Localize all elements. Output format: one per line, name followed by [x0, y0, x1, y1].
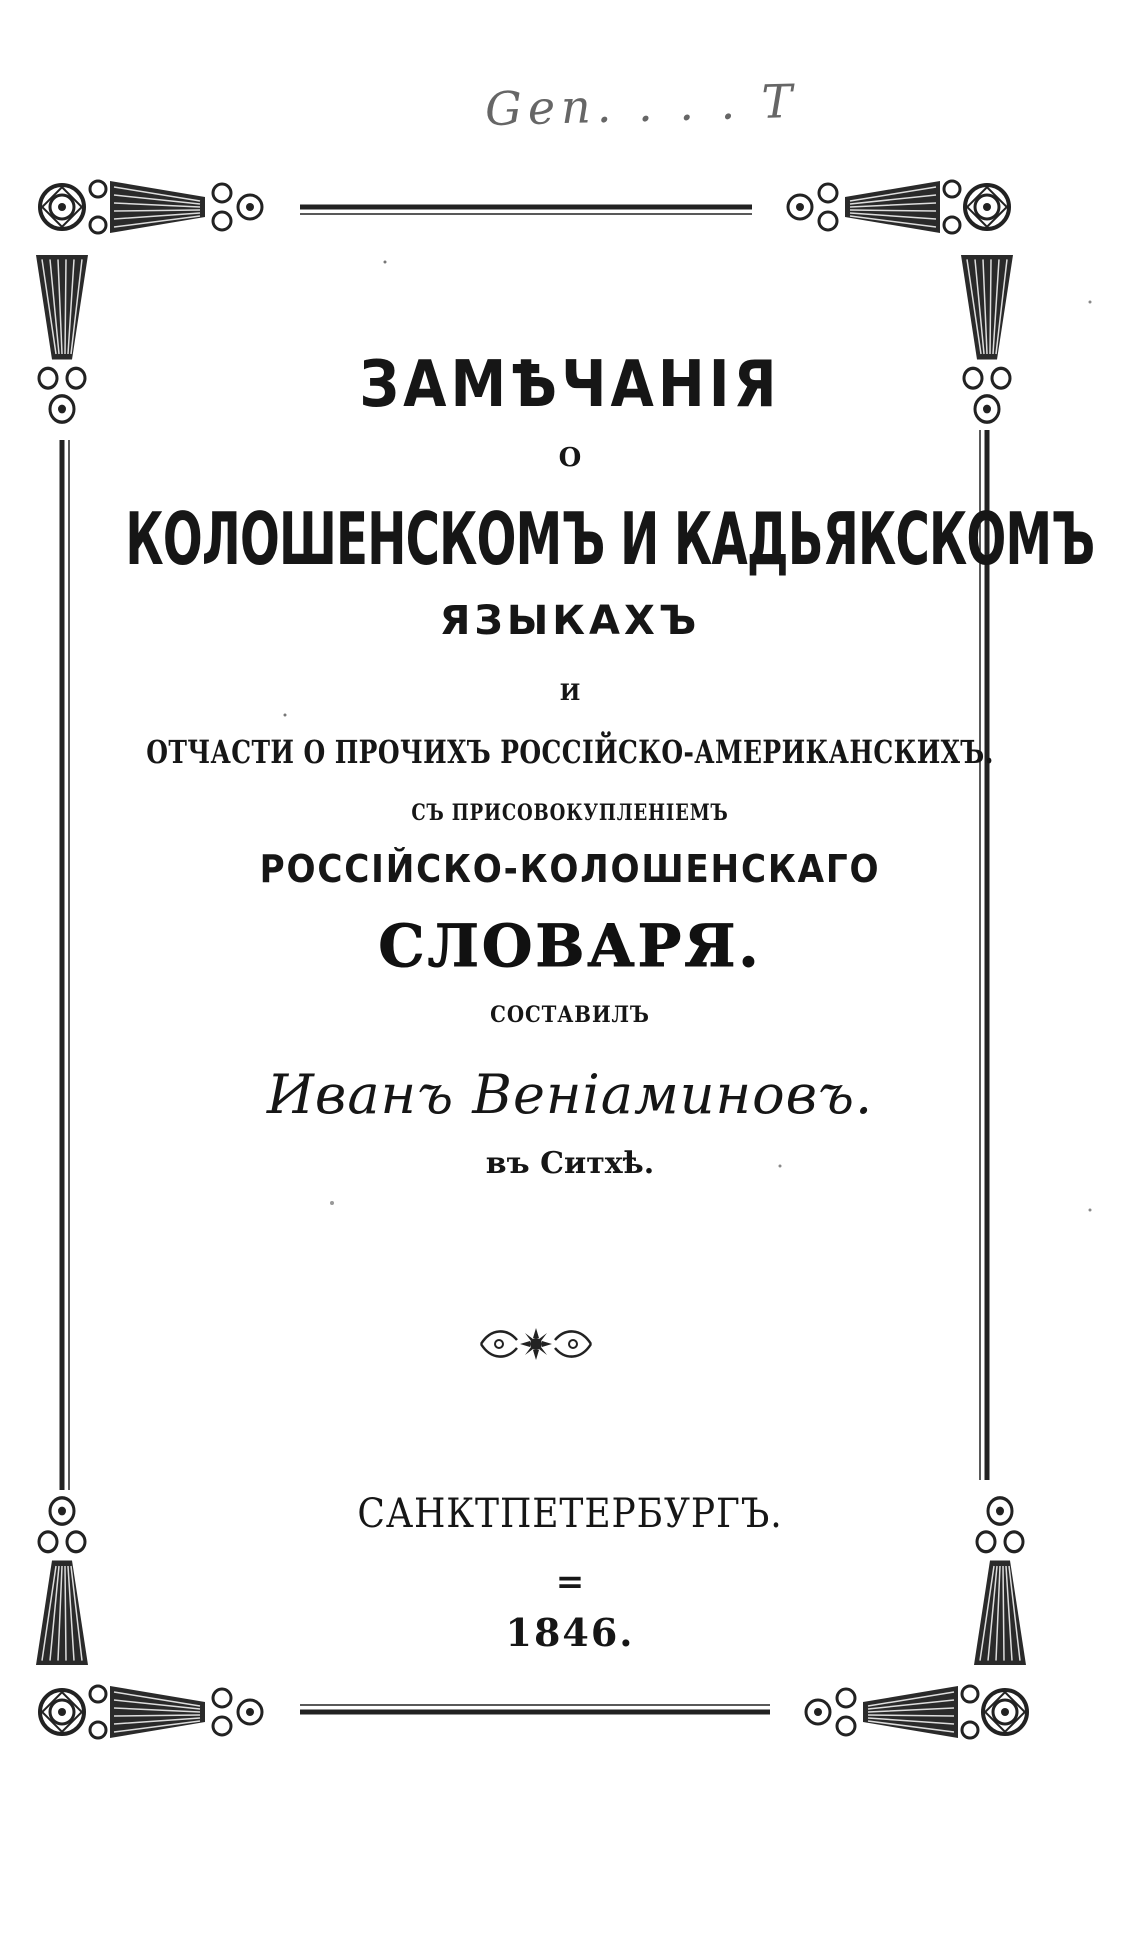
title-line-yazykakh: ЯЗЫКАХЪ — [439, 598, 701, 644]
title-line-partly: ОТЧАСТИ О ПРОЧИХЪ РОССІЙСКО-АМЕРИКАНСКИХЪ. — [146, 733, 994, 771]
fleuron-icon — [477, 1320, 595, 1368]
publication-year: 1846. — [505, 1610, 635, 1655]
compiled-place: въ Ситхѣ. — [485, 1146, 655, 1181]
title-line-dictionary: СЛОВАРЯ. — [378, 912, 762, 980]
author-name: Иванъ Веніаминовъ. — [266, 1063, 874, 1126]
publication-city: САНКТПЕТЕРБУРГЪ. — [357, 1491, 783, 1537]
compiled-by-label: СОСТАВИЛЪ — [490, 1002, 650, 1028]
title-line-languages: КОЛОШЕНСКОМЪ И КАДЬЯКСКОМЪ — [125, 498, 1095, 582]
title-line-preposition: О — [558, 443, 582, 473]
title-line-main: ЗАМѢЧАНІЯ — [359, 347, 781, 422]
title-line-conjunction: И — [559, 680, 581, 706]
title-line-dictionary-type: РОССІЙСКО-КОЛОШЕНСКАГО — [259, 847, 881, 891]
handwritten-note: Gen. . . . T — [484, 73, 799, 137]
separator: = — [555, 1562, 585, 1602]
title-line-with-addition: СЪ ПРИСОВОКУПЛЕНІЕМЪ — [411, 800, 729, 826]
